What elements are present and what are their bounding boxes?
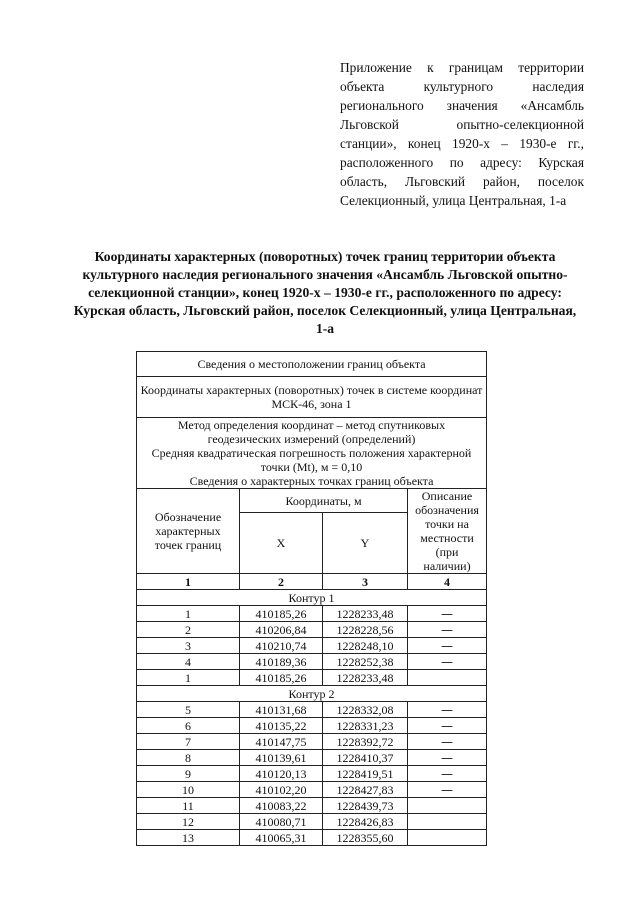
point-x: 410080,71 xyxy=(240,814,323,830)
point-number: 6 xyxy=(137,718,240,734)
point-y: 1228331,23 xyxy=(323,718,408,734)
point-number: 7 xyxy=(137,734,240,750)
appendix-note: Приложение к границам территории объекта культурного наследия регионального значения «Ансамбль Льговской опытно-селекционной станции», конец 1920-х – 1930-е гг., расположенного по адресу: Курская область, Льговский район, поселок Селекционный, улица Центральная, 1-а xyxy=(340,60,584,208)
point-number: 9 xyxy=(137,766,240,782)
coordinates-table xyxy=(136,351,487,846)
point-y: 1228355,60 xyxy=(323,830,408,846)
point-description: — xyxy=(408,638,487,654)
point-number: 3 xyxy=(137,638,240,654)
point-number: 8 xyxy=(137,750,240,766)
col-x-header: X xyxy=(240,513,323,574)
point-description xyxy=(408,830,487,846)
table-row xyxy=(137,702,487,718)
table-row xyxy=(137,418,487,489)
point-description: — xyxy=(408,718,487,734)
method-text: Метод определения координат – метод спутниковых геодезических измерений (определений) xyxy=(177,418,446,446)
point-description: — xyxy=(408,766,487,782)
point-x: 410120,13 xyxy=(240,766,323,782)
point-x: 410135,22 xyxy=(240,718,323,734)
table-row xyxy=(137,782,487,798)
point-y: 1228252,38 xyxy=(323,654,408,670)
method-block xyxy=(137,418,487,489)
point-y: 1228419,51 xyxy=(323,766,408,782)
col-description-header: Описание обозначения точки на местности (при наличии) xyxy=(408,489,487,574)
point-description xyxy=(408,670,487,686)
point-description xyxy=(408,814,487,830)
point-number: 11 xyxy=(137,798,240,814)
table-row xyxy=(137,574,487,590)
col-y-header: Y xyxy=(323,513,408,574)
point-description: — xyxy=(408,750,487,766)
table-row xyxy=(137,606,487,622)
point-number: 1 xyxy=(137,606,240,622)
table-row xyxy=(137,734,487,750)
point-description: — xyxy=(408,606,487,622)
point-y: 1228233,48 xyxy=(323,606,408,622)
col-number: 4 xyxy=(408,574,487,590)
contour-1-label: Контур 1 xyxy=(137,590,487,606)
point-x: 410102,20 xyxy=(240,782,323,798)
point-x: 410189,36 xyxy=(240,654,323,670)
point-number: 10 xyxy=(137,782,240,798)
point-x: 410131,68 xyxy=(240,702,323,718)
point-y: 1228426,83 xyxy=(323,814,408,830)
point-x: 410147,75 xyxy=(240,734,323,750)
point-description: — xyxy=(408,622,487,638)
table-row xyxy=(137,686,487,702)
point-number: 12 xyxy=(137,814,240,830)
point-y: 1228332,08 xyxy=(323,702,408,718)
error-text: Средняя квадратическая погрешность положения характерной точки (Mt), м = 0,10 xyxy=(151,446,472,474)
table-row xyxy=(137,590,487,606)
point-y: 1228427,83 xyxy=(323,782,408,798)
table-row xyxy=(137,654,487,670)
point-x: 410185,26 xyxy=(240,670,323,686)
point-x: 410206,84 xyxy=(240,622,323,638)
point-x: 410210,74 xyxy=(240,638,323,654)
point-description: — xyxy=(408,702,487,718)
col-number: 1 xyxy=(137,574,240,590)
point-description xyxy=(408,798,487,814)
point-x: 410185,26 xyxy=(240,606,323,622)
table-row xyxy=(137,489,487,513)
point-y: 1228410,37 xyxy=(323,750,408,766)
table-row xyxy=(137,352,487,377)
table-row xyxy=(137,798,487,814)
point-number: 5 xyxy=(137,702,240,718)
point-y: 1228233,48 xyxy=(323,670,408,686)
points-info-text: Сведения о характерных точках границ объекта xyxy=(189,474,434,488)
point-number: 2 xyxy=(137,622,240,638)
point-x: 410083,22 xyxy=(240,798,323,814)
table-row xyxy=(137,750,487,766)
coordinate-system: Координаты характерных (поворотных) точек в системе координат МСК-46, зона 1 xyxy=(137,377,487,418)
point-y: 1228439,73 xyxy=(323,798,408,814)
point-description: — xyxy=(408,654,487,670)
table-row xyxy=(137,830,487,846)
location-header: Сведения о местоположении границ объекта xyxy=(137,352,487,377)
table-row xyxy=(137,670,487,686)
table-row xyxy=(137,622,487,638)
col-designation-header: Обозначение характерных точек границ xyxy=(137,489,240,574)
point-y: 1228228,56 xyxy=(323,622,408,638)
table-row xyxy=(137,766,487,782)
table-row xyxy=(137,377,487,418)
point-description: — xyxy=(408,734,487,750)
point-x: 410139,61 xyxy=(240,750,323,766)
table-row xyxy=(137,638,487,654)
point-number: 4 xyxy=(137,654,240,670)
point-y: 1228392,72 xyxy=(323,734,408,750)
point-number: 1 xyxy=(137,670,240,686)
point-number: 13 xyxy=(137,830,240,846)
table-row xyxy=(137,718,487,734)
col-coordinates-header: Координаты, м xyxy=(240,489,408,513)
col-number: 3 xyxy=(323,574,408,590)
point-x: 410065,31 xyxy=(240,830,323,846)
document-title: Координаты характерных (поворотных) точек границ территории объекта культурного наследия регионального значения «Ансамбль Льговской опытно-селекционной станции», конец 1920-х – 1930-е гг., расположенного по адресу: Курская область, Льговский район, поселок Селекционный, улица Центральная, 1-а xyxy=(73,249,577,336)
point-y: 1228248,10 xyxy=(323,638,408,654)
col-number: 2 xyxy=(240,574,323,590)
contour-2-label: Контур 2 xyxy=(137,686,487,702)
point-description: — xyxy=(408,782,487,798)
table-row xyxy=(137,814,487,830)
